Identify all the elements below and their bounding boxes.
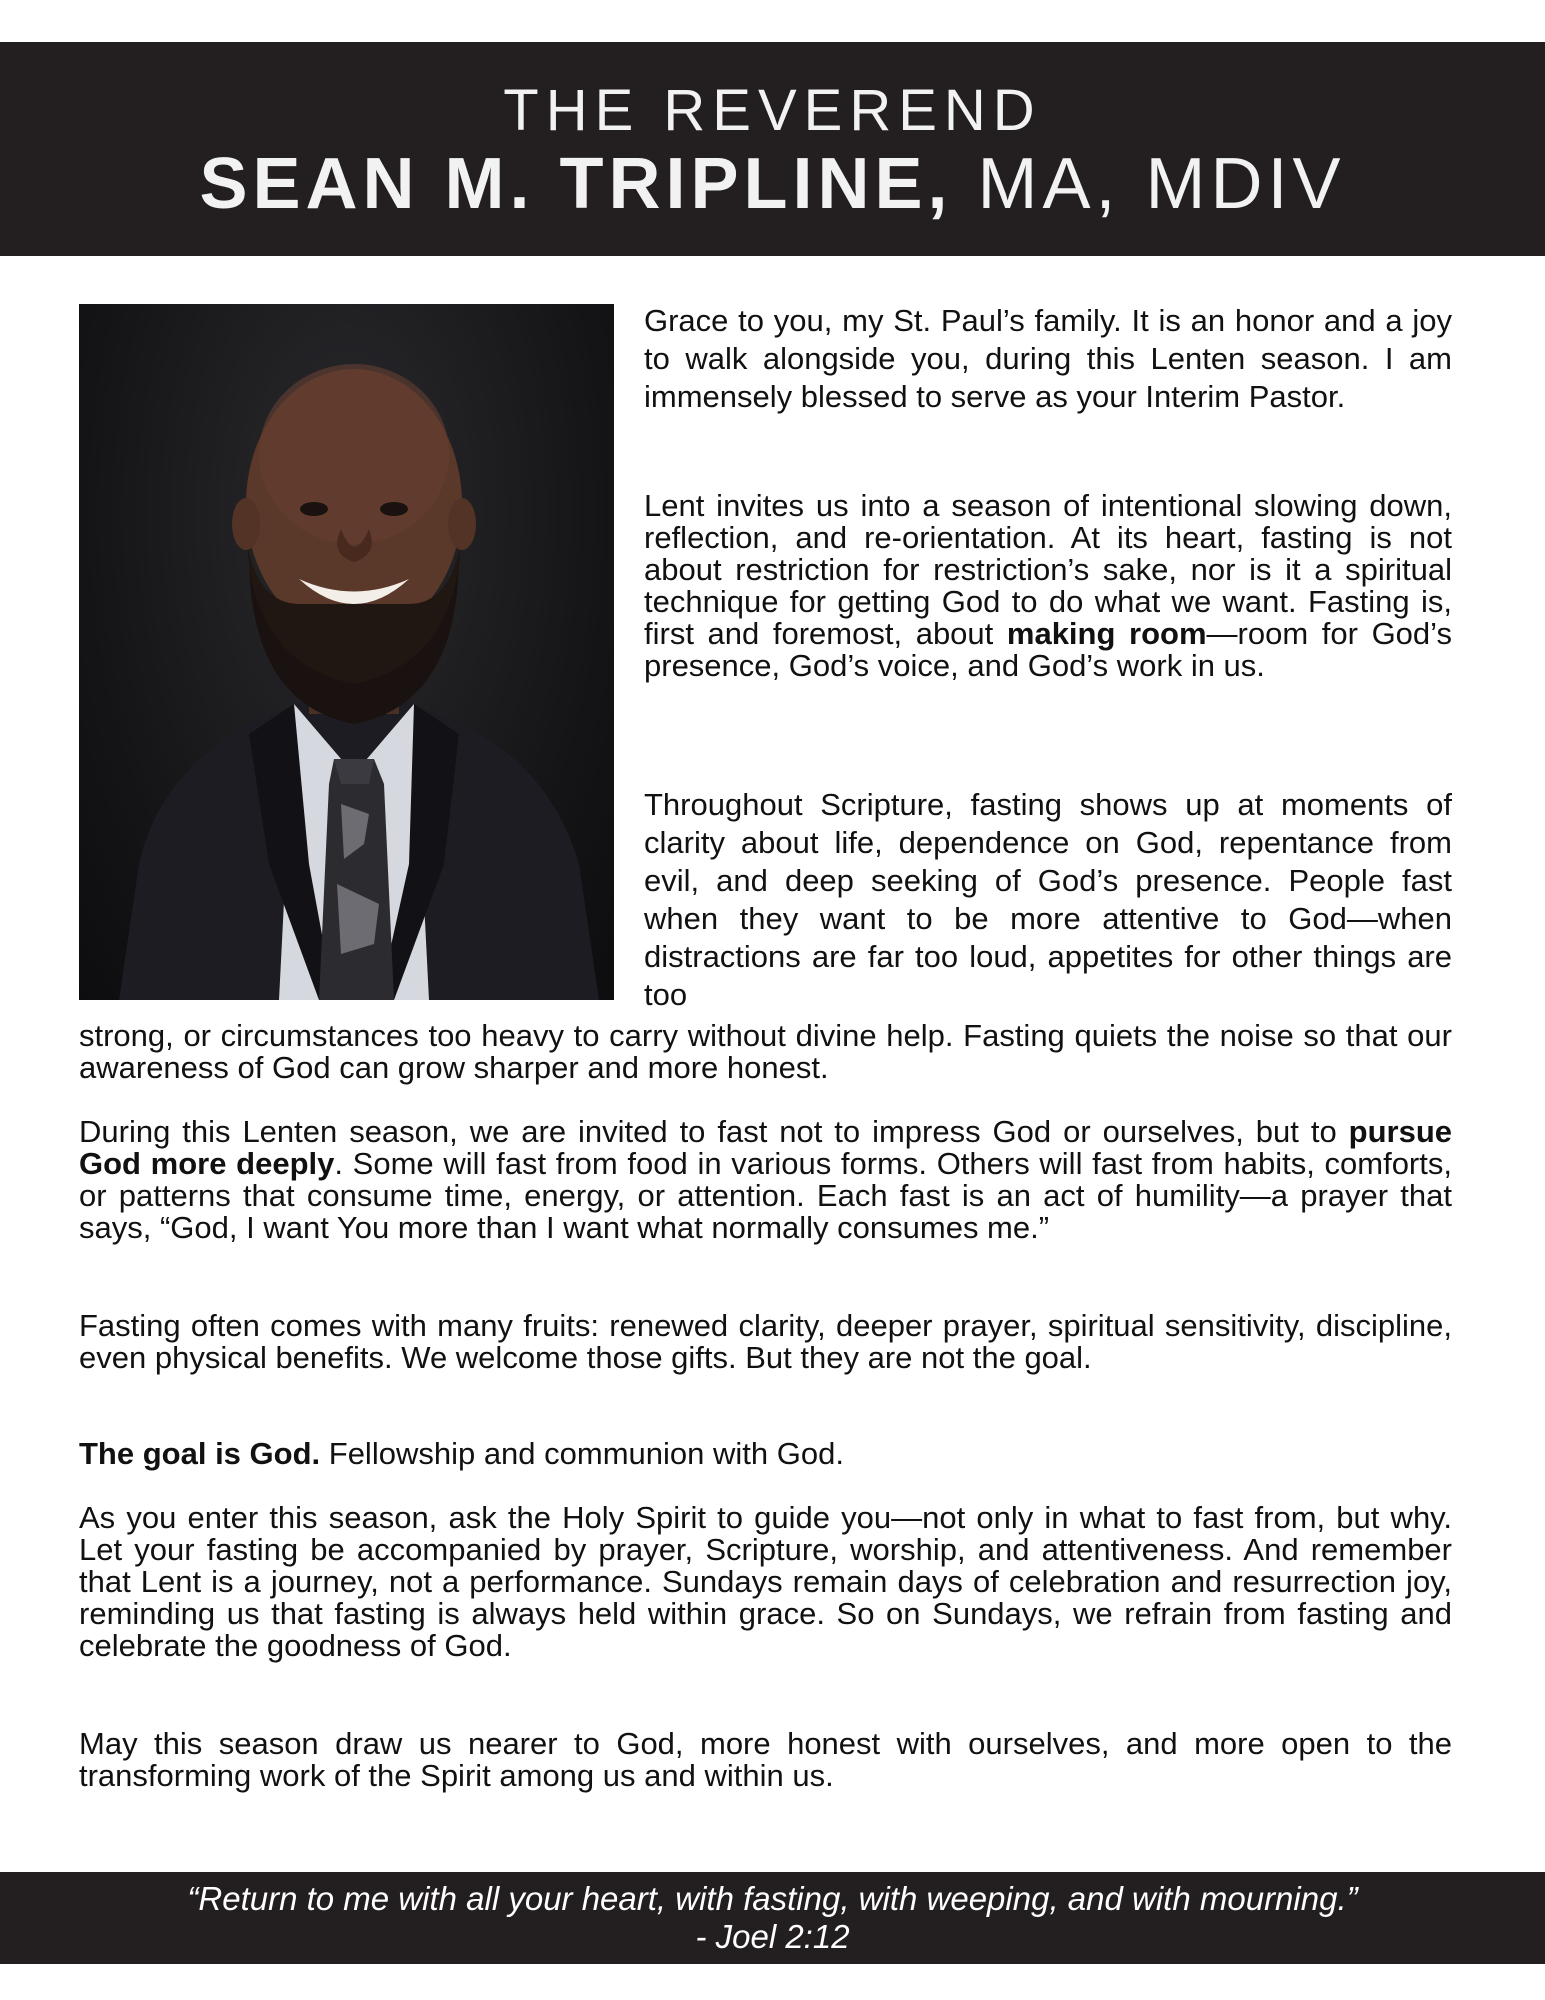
pastor-portrait-photo [79,304,614,1000]
emphasis-text: making room [1006,616,1207,651]
pastor-name: SEAN M. TRIPLINE, [199,144,953,224]
paragraph-lent-invitation [644,490,1452,682]
scripture-reference: - Joel 2:12 [695,1918,850,1955]
paragraph-blessing: May this season draw us nearer to God, more honest with ourselves, and more open to the transforming work of the Spirit among us and within us. [79,1726,1452,1793]
paragraph-text: During this Lenten season, we are invited to fast not to impress God or ourselves, but to [79,1114,1349,1149]
header-name-line [0,144,1545,224]
pastor-credentials: MA, MDIV [952,144,1346,224]
portrait-photo-icon [79,304,614,1000]
emphasis-text: pursue God more deeply [79,1114,1452,1181]
header-title-line: THE REVEREND [503,78,1042,143]
paragraph-text: —room for God’s presence, God’s voice, and God’s work in us. [644,616,1452,683]
scripture-quote: “Return to me with all your heart, with fasting, with weeping, and with mourning.” [187,1880,1358,1917]
paragraph-text: Lent invites us into a season of intentional slowing down, reflection, and re-orientation. At its heart, fasting is not about restriction for restriction’s sake, nor is it a spiritual technique for getting God to do what we want. Fasting is, first and foremost, about [644,488,1452,651]
paragraph-guidance: As you enter this season, ask the Holy Spirit to guide you—not only in what to fast from, but why. Let your fasting be accompanied by prayer, Scripture, worship, and attentiveness. And remember that Lent is a journey, not a performance. Sundays remain days of celebration and resurrection joy, reminding us that fasting is always held within grace. So on Sundays, we refrain from fasting and celebrate the goodness of God. [79,1500,1452,1663]
paragraph-fruits: Fasting often comes with many fruits: renewed clarity, deeper prayer, spiritual sensitivity, discipline, even physical benefits. We welcome those gifts. But they are not the goal. [79,1308,1452,1375]
paragraph-scripture-fasting-continued: strong, or circumstances too heavy to carry without divine help. Fasting quiets the noise so that our awareness of God can grow sharper and more honest. [79,1018,1452,1085]
emphasis-text: The goal is God. [79,1436,321,1471]
paragraph-text: Fellowship and communion with God. [320,1436,844,1471]
paragraph-text: . Some will fast from food in various forms. Others will fast from habits, comforts, or patterns that consume time, energy, or attention. Each fast is an act of humility—a prayer that says, “God, I want You more than I want what normally consumes me.” [79,1146,1452,1245]
paragraph-goal [79,1438,1452,1470]
footer-scripture-banner [0,1872,1545,1964]
paragraph-lenten-season [79,1116,1452,1244]
paragraph-scripture-fasting: Throughout Scripture, fasting shows up at moments of clarity about life, dependence on God, repentance from evil, and deep seeking of God’s presence. People fast when they want to be more attentive to God—when distractions are far too loud, appetites for other things are too [644,787,1452,1012]
header-banner [0,42,1545,256]
paragraph-greeting: Grace to you, my St. Paul’s family. It is an honor and a joy to walk alongside you, during this Lenten season. I am immensely blessed to serve as your Interim Pastor. [644,303,1452,414]
